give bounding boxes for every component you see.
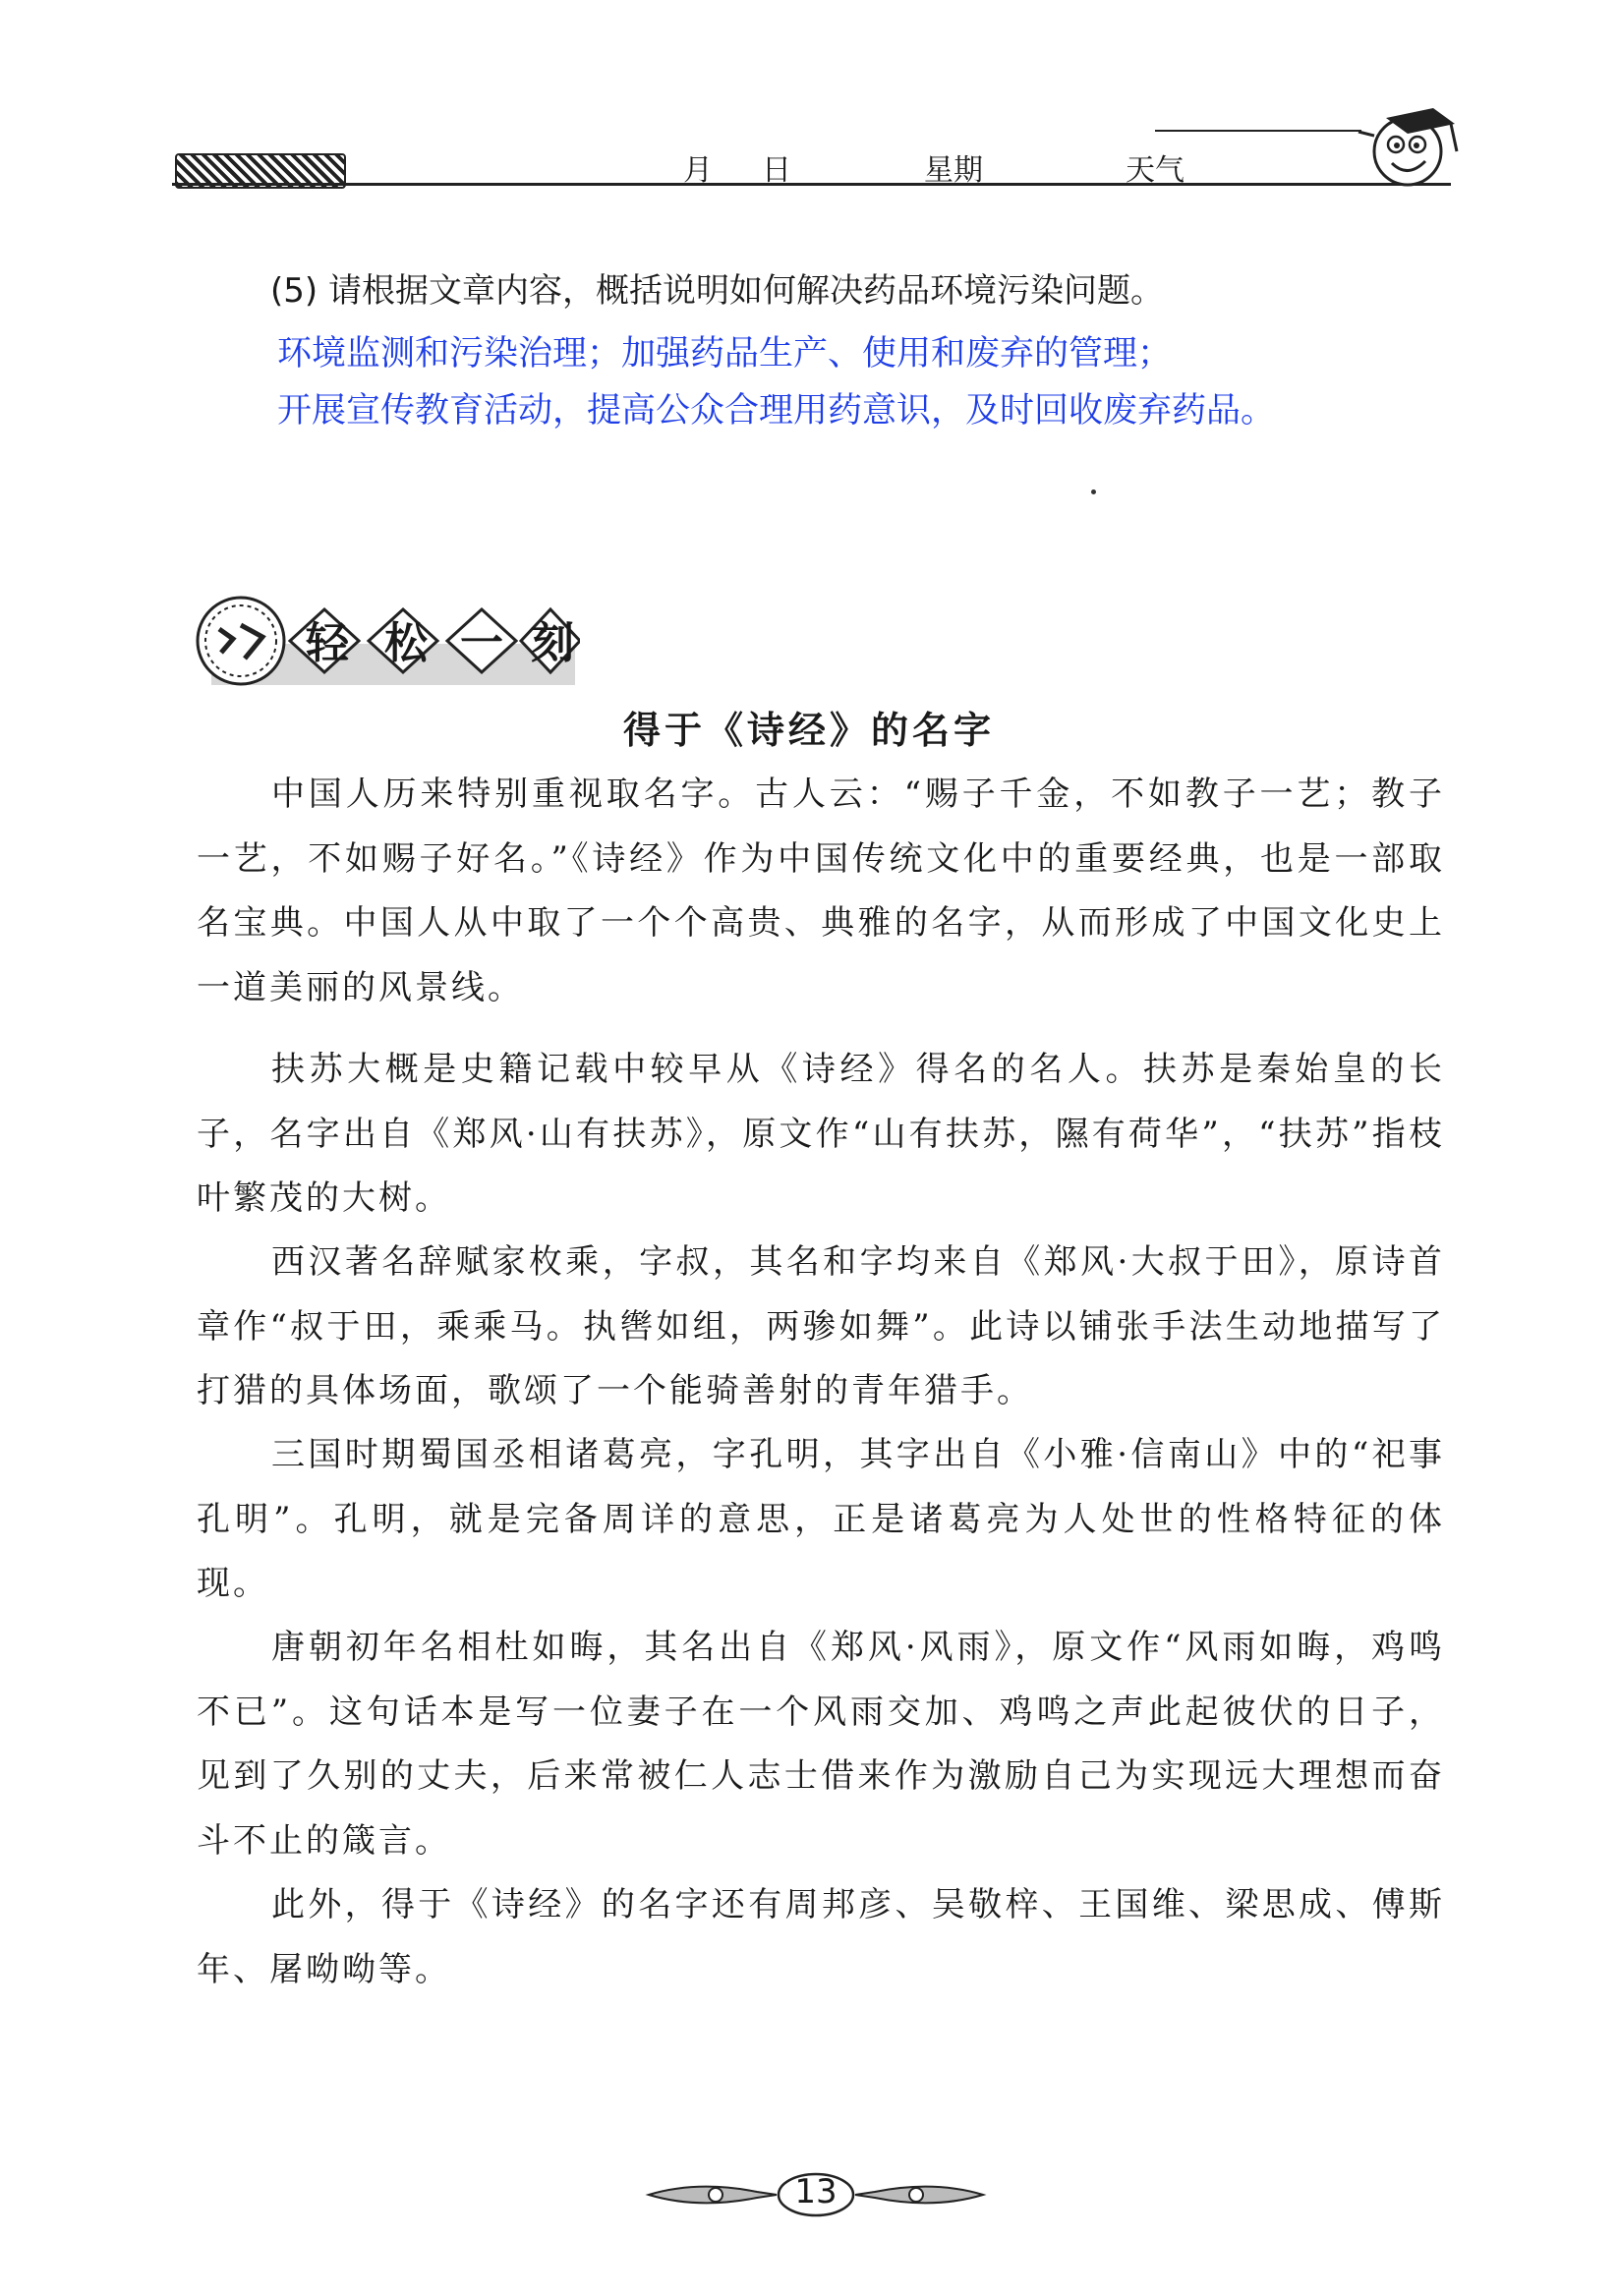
- section-char-2: 松: [384, 618, 428, 668]
- answer-line-1: 环境监测和污染治理；加强药品生产、使用和废弃的管理；: [277, 334, 1173, 373]
- article-paragraph-4: 三国时期蜀国丞相诸葛亮，字孔明，其字出自《小雅·信南山》中的“祀事孔明”。孔明，就是完备周详的意思，正是诸葛亮为人处世的性格特征的体现。: [197, 1435, 1445, 1603]
- header-day: 日: [762, 153, 791, 188]
- stray-dot: [1091, 489, 1096, 494]
- mascot-icon: [1357, 90, 1465, 199]
- header-month: 月: [683, 153, 713, 188]
- header-weekday: 星期: [924, 153, 983, 188]
- article-paragraph-5: 唐朝初年名相杜如晦，其名出自《郑风·风雨》，原文作“风雨如晦，鸡鸣不已”。这句话本是写一位妻子在一个风雨交加、鸡鸣之声此起彼伏的日子，见到了久别的丈夫，后来常被仁人志士借来作为激励自己为实现远大理想而奋斗不止的箴言。: [197, 1628, 1445, 1861]
- article-paragraph-3: 西汉著名辞赋家枚乘，字叔，其名和字均来自《郑风·大叔于田》，原诗首章作“叔于田，乘乘马。执辔如组，两骖如舞”。此诗以铺张手法生动地描写了打猎的具体场面，歌颂了一个能骑善射的青年猎手。: [197, 1242, 1445, 1410]
- section-char-3: 一: [460, 618, 503, 668]
- article-paragraph-6: 此外，得于《诗经》的名字还有周邦彦、吴敬梓、王国维、梁思成、傅斯年、屠呦呦等。: [197, 1885, 1445, 1989]
- header-top-line: [1155, 130, 1361, 132]
- article-title: 得于《诗经》的名字: [622, 708, 995, 752]
- header-weather: 天气: [1126, 153, 1185, 188]
- article-paragraph-2: 扶苏大概是史籍记载中较早从《诗经》得名的名人。扶苏是秦始皇的长子，名字出自《郑风·山有扶苏》，原文作“山有扶苏，隰有荷华”，“扶苏”指枝叶繁茂的大树。: [197, 1050, 1445, 1218]
- section-char-1: 轻: [306, 618, 349, 668]
- article-paragraph-1: 中国人历来特别重视取名字。古人云：“赐子千金，不如教子一艺；教子一艺，不如赐子好名。”《诗经》作为中国传统文化中的重要经典，也是一部取名宝典。中国人从中取了一个个高贵、典雅的名字，从而形成了中国文化史上一道美丽的风景线。: [197, 775, 1445, 1007]
- page-number: 13: [794, 2172, 838, 2211]
- section-char-4: 刻: [531, 618, 574, 668]
- header-rule: [172, 183, 1451, 186]
- answer-line-2: 开展宣传教育活动，提高公众合理用药意识，及时回收废弃药品。: [277, 391, 1276, 430]
- question-text: (5) 请根据文章内容，概括说明如何解决药品环境污染问题。: [270, 271, 1164, 311]
- page-header: [0, 0, 1618, 197]
